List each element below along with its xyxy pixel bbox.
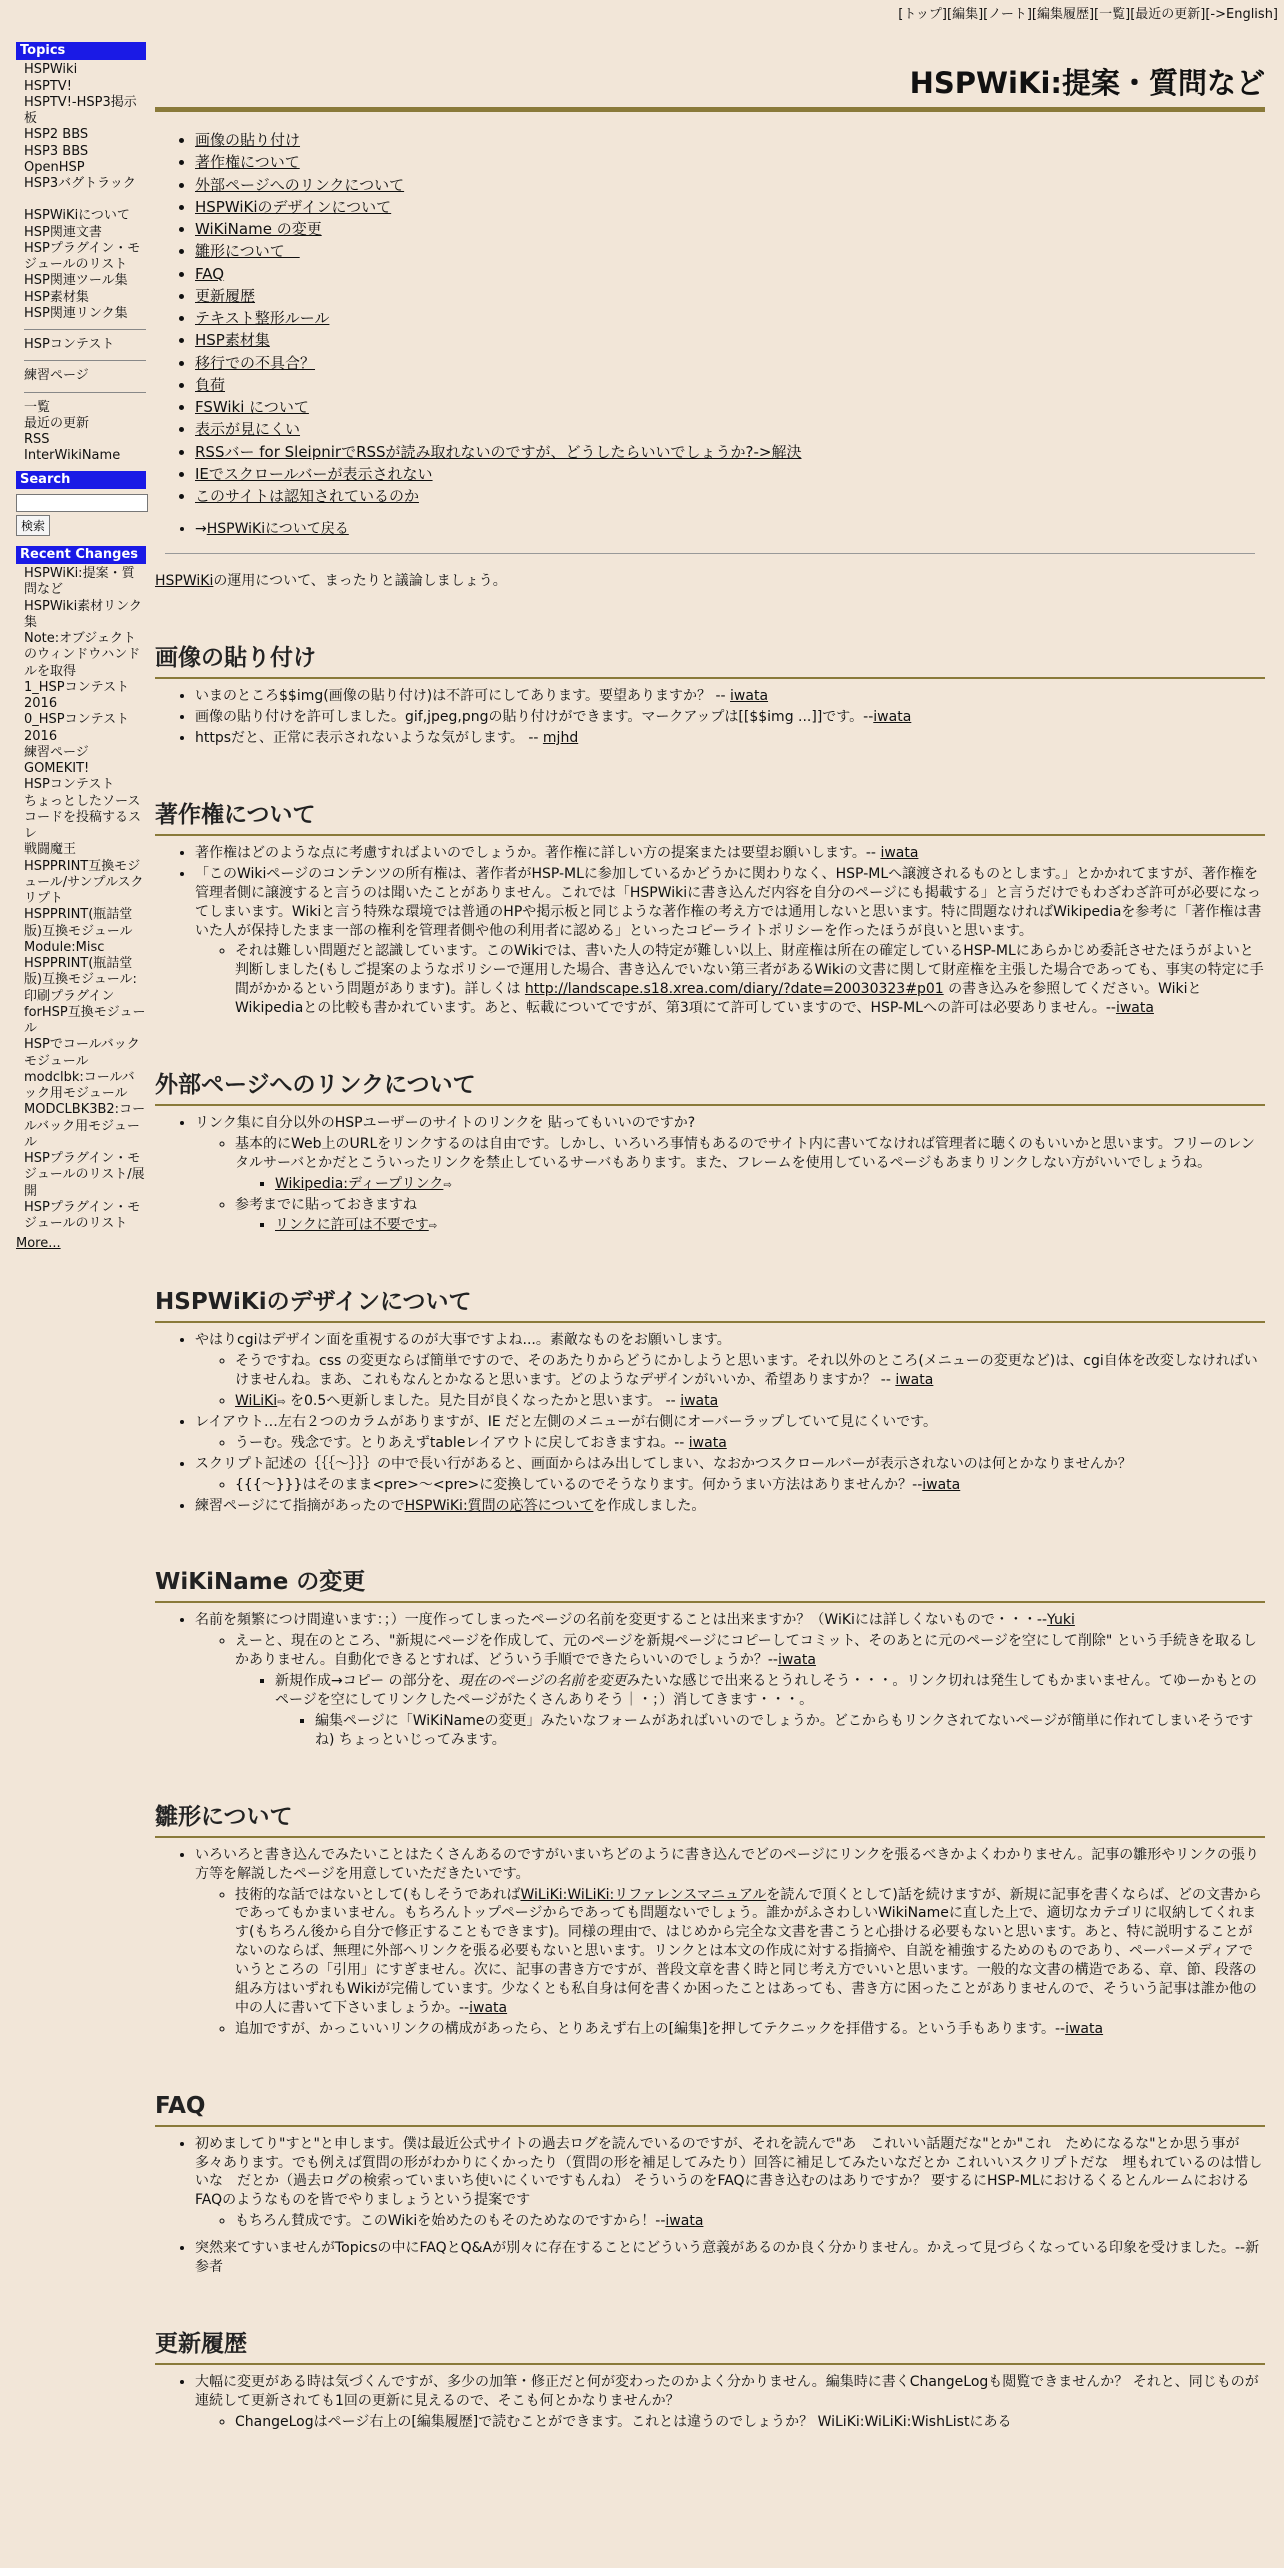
reply-item: ◦ 参考までに貼っておきますね ▪ リンクに許可は不要です⇨ <box>235 1196 1265 1236</box>
list-item <box>195 375 1265 395</box>
list-item <box>24 761 146 777</box>
list-item <box>195 197 1265 217</box>
list-item <box>24 712 146 745</box>
nav-link[interactable]: 練習ページ <box>24 744 89 760</box>
list-item <box>24 368 146 384</box>
wikipedia-link[interactable]: Wikipedia:ディープリンク <box>275 1175 444 1192</box>
nav-link[interactable]: HSPプラグイン・モジュールのリスト <box>24 240 141 272</box>
nav-link[interactable]: 1_HSPコンテスト2016 <box>24 679 130 711</box>
user-link[interactable]: iwata <box>730 688 769 705</box>
list-item <box>24 290 146 306</box>
sidebar-divider <box>24 392 146 393</box>
nav-link[interactable]: 最近の更新 <box>24 415 90 431</box>
table-of-contents <box>155 130 1265 506</box>
nav-link[interactable]: WiKiName の変更 <box>195 220 322 239</box>
nav-link[interactable]: 更新履歴 <box>195 286 256 305</box>
no-permission-link[interactable]: リンクに許可は不要です <box>275 1217 429 1234</box>
list-item <box>24 599 146 632</box>
section-heading: WiKiName の変更 <box>155 1567 1265 1603</box>
comment-item: • 練習ページにて指摘があったのでHSPWiKi:質問の応答についてを作成しました。 <box>195 1497 1265 1516</box>
external-link-icon: ⇨ <box>443 1179 452 1191</box>
list-item <box>195 442 1265 462</box>
back-item: • →HSPWiKiについて戻る <box>195 520 1265 539</box>
comment-item: • いまのところ$$img(画像の貼り付け)は不許可にしてあります。要望ありますか？ -- iwata <box>195 687 1265 706</box>
comment-item: • 「このWikiページのコンテンツの所有権は、著作者がHSP-MLに参加しているかどうかに関わりなく、HSP-MLへ譲渡されるものとします。」とかかれてますが、著作権を管理者側に譲渡すると言うのは聞いたことがありません。これでは「HSPWikiに書き込んだ内容を自分のページにも掲載する」と言うだけでもわざわざ許可が必要になってしまいます。Wikiと言う特殊な環境では普通のHPや掲示板と同じような著作権の考え方では通用しないと思います。特に問題なければWikipediaを参考に「著作権は書いた人が保持したまま一部の権利を管理者側や他の利用者に認める」といったコピーライトポリシーを作ったほうが良いと思います。 ◦ それは難しい問題だと認識しています。このWikiでは、書いた人の特定が難しい以上、財産権は所在の確定しているHSP-MLにあらかじめ委託させたほうがよいと判断しました(もしご提案のようなポリシーで運用した場合、書き込んでいない第三者があるWikiの文書に関して財産権を主張した場合であっても、事実の特定に手間がかかるという問題があります)。詳しくは http://landscape.s18.xrea.com/diary/?date=20030323#p01 の書き込みを参照してください。WikiとWikipediaとの比較も書かれています。あと、転載についてですが、第3項にて許可していますので、HSP-MLへの許可は必要ありません。--iwata <box>195 865 1265 1018</box>
comment-item: • 名前を頻繁につけ間違います：；）一度作ってしまったページの名前を変更することは出来ますか？（WiKiには詳しくないもので・・・--Yuki ◦ えーと、現在のところ、"新規にページを作成して、元のページを新規ページにコピーしてコミット、そのあとに元のページを空にして削除" という手続きを取るしかありません。自動化できるとすれば、どういう手順でできたらいいのでしょうか？--iwata ▪ 新規作成→コピー の部分を、現在のページの名前を変更みたいな感じで出来るとうれしそう・・・。リンク切れは発生してもかまいません。てゆーかもとのページを空にしてリンクしたページがたくさんありそう｜・；）消してきます・・・。 ▪ 編集ページに「WiKiNameの変更」みたいなフォームがあればいいのでしょうか。どこからもリンクされてないページが簡単に作れてしまいそうですね) ちょっといじってみます。 <box>195 1611 1265 1749</box>
nav-link[interactable]: IEでスクロールバーが表示されない <box>195 464 433 483</box>
list-item <box>195 486 1265 506</box>
nav-link[interactable]: HSPPRINT互換モジュール/サンプルスクリプト <box>24 858 144 906</box>
nav-link[interactable]: OpenHSP <box>24 159 85 175</box>
section-image <box>155 643 1265 748</box>
nav-link[interactable]: HSPPRINT(瓶詰堂版)互換モジュール:印刷プラグインforHSP互換モジュール <box>24 956 146 1036</box>
comment-item: • httpsだと、正常に表示されないような気がします。 -- mjhd <box>195 729 1265 748</box>
list-item <box>24 745 146 761</box>
nav-link[interactable]: 画像の貼り付け <box>195 131 301 150</box>
section-heading: 更新履歴 <box>155 2329 1265 2365</box>
section-heading: FAQ <box>155 2091 1265 2127</box>
nav-link[interactable]: HSP素材集 <box>24 289 89 305</box>
page-title: HSPWiKi:提案・質問など <box>155 64 1265 112</box>
nav-link[interactable]: HSPWiki <box>24 62 78 78</box>
list-item <box>195 464 1265 484</box>
list-item <box>195 419 1265 439</box>
recent-changes-list <box>16 566 146 1232</box>
topics-list-4 <box>16 368 146 384</box>
nav-link[interactable]: HSP関連文書 <box>24 224 102 240</box>
intro-paragraph: HSPWiKiの運用について、まったりと議論しましょう。 <box>155 573 507 590</box>
list-item <box>195 286 1265 306</box>
nav-link[interactable]: 負荷 <box>195 375 226 394</box>
qa-page-link[interactable]: HSPWiKi:質問の応答について <box>404 1497 594 1514</box>
list-item <box>24 794 146 843</box>
list-item <box>24 337 146 353</box>
section-copyright <box>155 800 1265 1018</box>
reply-item: ◦ それは難しい問題だと認識しています。このWikiでは、書いた人の特定が難しい以上、財産権は所在の確定しているHSP-MLにあらかじめ委託させたほうがよいと判断しました(もしご提案のようなポリシーで運用した場合、書き込んでいない第三者があるWikiの文書に関して財産権を主張した場合であっても、事実の特定に手間がかかるという問題があります)。詳しくは http://landscape.s18.xrea.com/diary/?date=20030323#p01 の書き込みを参照してください。WikiとWikipediaとの比較も書かれています。あと、転載についてですが、第3項にて許可していますので、HSP-MLへの許可は必要ありません。--iwata <box>235 942 1265 1018</box>
list-item <box>24 160 146 176</box>
search-button[interactable]: 検索 <box>16 515 50 536</box>
reply-item: ◦ 技術的な話ではないとして(もしそうであればWiLiKi:WiLiKi:リファレンスマニュアルを読んで頂くとして)話を続けますが、新規に記事を書くならば、どの文書からであってもかまいません。もちろんトップページからであっても問題ないでしょう。誰かがふさわしいWikiNameに直した上で、適切なカテゴリに収納してくれます(もちろん後から自分で修正することもできます)。同様の理由で、はじめから完全な文書を書こうと心掛ける必要もないと思います。あと、特に説明することがないのならば、無理に外部へリンクを張る必要もないと思います。リンクとは本文の作成に対する指摘や、自説を補強するためのものであり、ペーパーメディアでいうところの「引用」にすぎません。次に、記事の書き方ですが、普段文章を書く時と同じ考え方でいいと思います。一般的な文書の構造である、章、節、段落の組み方はいずれもWikiが完備しています。少なくとも私自身は何を書くか困ったことはあっても、書き方に困ったことがありませんので、そういう記事は誰か他の中の人に書いて下さいましょうか。--iwata <box>235 1886 1265 2018</box>
nav-link[interactable]: 一覧 <box>24 399 51 415</box>
comment-item: • 大幅に変更がある時は気づくんですが、多少の加筆・修正だと何が変わったのかよく分かりません。編集時に書くChangeLogも閲覧できませんか？ それと、同じものが連続して更新されても1回の更新に見えるので、そこも何とかなりませんか？ ◦ ChangeLogはページ右上の[編集履歴]で読むことができます。これとは違うのでしょうか？ WiLiKi:WiLiKi:WishListにある <box>195 2373 1265 2432</box>
nav-link[interactable]: テキスト整形ルール <box>195 309 330 328</box>
reply-item: ▪ 編集ページに「WiKiNameの変更」みたいなフォームがあればいいのでしょうか。どこからもリンクされてないページが簡単に作れてしまいそうですね) ちょっといじってみます。 <box>315 1712 1265 1750</box>
user-link[interactable]: iwata <box>873 709 912 726</box>
nav-link[interactable]: HSP関連ツール集 <box>24 273 128 289</box>
comment-item: • 著作権はどのような点に考慮すればよいのでしょうか。著作権に詳しい方の提案または要望お願いします。-- iwata <box>195 844 1265 863</box>
more-link[interactable]: More... <box>16 1236 61 1252</box>
list-item <box>195 264 1265 284</box>
list-item <box>24 127 146 143</box>
toc-divider <box>165 553 1255 554</box>
topics-list-5 <box>16 400 146 465</box>
list-item <box>195 219 1265 239</box>
nav-link[interactable]: HSP3 BBS <box>24 143 89 159</box>
reply-item: ◦ ChangeLogはページ右上の[編集履歴]で読むことができます。これとは違うのでしょうか？ WiLiKi:WiLiKi:WishListにある <box>235 2413 1265 2432</box>
sidebar-divider <box>24 360 146 361</box>
user-link[interactable]: iwata <box>777 1652 816 1669</box>
nav-link[interactable]: HSPプラグイン・モジュールのリスト/展開 <box>24 1151 145 1199</box>
nav-link[interactable]: HSP2 BBS <box>24 127 89 143</box>
external-link-icon: ⇨ <box>277 1397 286 1409</box>
nav-link[interactable]: HSPWiKiについて <box>24 208 130 224</box>
nav-link[interactable]: HSPPRINT(瓶詰堂版)互換モジュール <box>24 907 133 939</box>
nav-link[interactable]: HSPコンテスト <box>24 777 115 793</box>
manual-link[interactable]: WiLiKi:WiLiKi:リファレンスマニュアル <box>520 1886 767 1903</box>
section-heading: 著作権について <box>155 800 1265 836</box>
diary-link[interactable]: http://landscape.s18.xrea.com/diary/?date=20030323#p01 <box>524 981 944 998</box>
list-item <box>24 416 146 432</box>
user-link[interactable]: iwata <box>1065 2020 1104 2037</box>
nav-link[interactable]: 表示が見にくい <box>195 420 301 439</box>
user-link[interactable]: iwata <box>680 1393 719 1410</box>
nav-link[interactable]: 0_HSPコンテスト2016 <box>24 712 130 744</box>
user-link[interactable]: iwata <box>880 844 919 861</box>
nav-link[interactable]: FSWiki について <box>195 398 309 417</box>
nav-link[interactable]: MODCLBK3B2:コールバック用モジュール <box>24 1102 146 1150</box>
search-heading: Search <box>16 471 146 489</box>
nav-link[interactable]: Note:オブジェクトのウィンドウハンドルを取得 <box>24 631 141 679</box>
sidebar <box>16 40 146 1253</box>
search-input[interactable] <box>16 494 148 512</box>
nav-link[interactable]: 練習ページ <box>24 368 89 384</box>
list-item <box>24 1151 146 1200</box>
list-item <box>24 859 146 908</box>
back-link[interactable]: HSPWiKiについて戻る <box>206 521 349 538</box>
user-link[interactable]: iwata <box>895 1372 934 1389</box>
user-link[interactable]: iwata <box>1115 1000 1154 1017</box>
user-link[interactable]: iwata <box>665 2213 704 2230</box>
nav-link[interactable]: HSPプラグイン・モジュールのリスト <box>24 1199 141 1231</box>
list-item <box>24 400 146 416</box>
reply-item: ◦ そうですね。css の変更ならば簡単ですので、そのあたりからどうにかしようと思います。それ以外のところ(メニューの変更など)は、cgi自体を改変しなければいけませんね。まあ、これもなんとかなると思います。どのようなデザインがいいか、希望ありますか？ -- iwata <box>235 1352 1265 1390</box>
list-item <box>24 225 146 241</box>
nav-link[interactable]: 外部ページへのリンクについて <box>195 175 405 194</box>
section-heading: 画像の貼り付け <box>155 643 1265 679</box>
list-item <box>24 940 146 956</box>
section-heading: 外部ページへのリンクについて <box>155 1070 1265 1106</box>
list-item <box>24 631 146 680</box>
list-item <box>195 308 1265 328</box>
nav-link[interactable]: HSPWiKi:提案・質問など <box>24 566 135 598</box>
list-item <box>195 130 1265 150</box>
comment-item: • 初めましてり"すと"と申します。僕は最近公式サイトの過去ログを読んでいるのですが、それを読んで"あ これいい話題だな"とか"これ ためになるな"とか思う事が多々あります。でも例えば質問の形がわかりにくかったり（質問の形を補足してみたり）回答に補足してみたいなだとか これいいスクリプトだな 埋もれているのは惜しいな だとか（過去ログの検索っていまいち使いにくいですもんね） そういうのをFAQに書き込むのはありですか？ 要するにHSP-MLにおけるくるとんルームにおけるFAQのようなものを皆でやりましょうという提案です ◦ もちろん賛成です。このWikiを始めたのもそのためなのですから！--iwata <box>195 2135 1265 2231</box>
list-item <box>195 353 1265 373</box>
list-item <box>24 176 146 192</box>
list-item <box>24 907 146 940</box>
reply-item <box>275 1216 1265 1235</box>
list-item <box>24 273 146 289</box>
section-template <box>155 1802 1265 2039</box>
nav-link[interactable]: このサイトは認知されているのか <box>195 487 419 506</box>
sidebar-divider <box>24 329 146 330</box>
list-item <box>195 397 1265 417</box>
nav-link[interactable]: HSPでコールバックモジュール <box>24 1037 140 1069</box>
comment-item: • 画像の貼り付けを許可しました。gif,jpeg,pngの貼り付けができます。マークアップは[[$$img ...]]です。--iwata <box>195 708 1265 727</box>
list-item <box>24 1200 146 1233</box>
nav-link[interactable]: modclbk:コールバック用モジュール <box>24 1069 135 1101</box>
nav-link[interactable]: 著作権について <box>195 153 300 172</box>
comment-item: • いろいろと書き込んでみたいことはたくさんあるのですがいまいちどのように書き込んでどのページにリンクを張るべきかよくわかりません。記事の雛形やリンクの張り方等を解説したページを用意していただきたいです。 ◦ 技術的な話ではないとして(もしそうであればWiLiKi:WiLiKi:リファレンスマニュアルを読んで頂くとして)話を続けますが、新規に記事を書くならば、どの文書からであってもかまいません。もちろんトップページからであっても問題ないでしょう。誰かがふさわしいWikiNameに直した上で、適切なカテゴリに収納してくれます(もちろん後から自分で修正することもできます)。同様の理由で、はじめから完全な文書を書こうと心掛ける必要もないと思います。あと、特に説明することがないのならば、無理に外部へリンクを張る必要もないと思います。リンクとは本文の作成に対する指摘や、自説を補強するためのものであり、ペーパーメディアでいうところの「引用」にすぎません。次に、記事の書き方ですが、普段文章を書く時と同じ考え方でいいと思います。一般的な文書の構造である、章、節、段落の組み方はいずれもWikiが完備しています。少なくとも私自身は何を書くか困ったことはあっても、書き方に困ったことがありませんので、そういう記事は誰か他の中の人に書いて下さいましょうか。--iwata ◦ 追加ですが、かっこいいリンクの構成があったら、とりあえず右上の[編集]を押してテクニックを拝借する。という手もあります。--iwata <box>195 1846 1265 2039</box>
nav-link[interactable]: HSPコンテスト <box>24 337 115 352</box>
user-link[interactable]: Yuki <box>1047 1612 1075 1629</box>
nav-link[interactable]: HSPWiKiのデザインについて <box>195 197 392 216</box>
section-heading: HSPWiKiのデザインについて <box>155 1287 1265 1323</box>
nav-link[interactable]: HSP3バグトラック <box>24 176 136 191</box>
user-link[interactable]: iwata <box>469 1999 508 2016</box>
nav-link[interactable]: HSPTV! <box>24 78 72 94</box>
nav-link[interactable]: HSP素材集 <box>195 331 270 350</box>
reply-item <box>275 1175 1265 1194</box>
list-item <box>24 62 146 78</box>
list-item <box>24 956 146 1037</box>
user-link[interactable]: iwata <box>922 1476 961 1493</box>
list-item <box>24 79 146 95</box>
list-item <box>24 1037 146 1070</box>
reply-item: ◦ うーむ。残念です。とりあえずtableレイアウトに戻しておきますね。-- iwata <box>235 1434 1265 1453</box>
topics-heading: Topics <box>16 42 146 60</box>
list-item <box>24 448 146 464</box>
list-item <box>24 566 146 599</box>
list-item <box>24 306 146 322</box>
wiliki-link[interactable]: WiLiKi <box>235 1393 278 1410</box>
main-content <box>155 36 1265 2440</box>
list-item <box>24 1102 146 1151</box>
reply-item: ◦ WiLiKi⇨ を0.5へ更新しました。見た目が良くなったかと思います。 -- iwata <box>235 1392 1265 1411</box>
nav-link[interactable]: HSPWiki素材リンク集 <box>24 598 142 630</box>
topics-list-2 <box>16 208 146 322</box>
reply-item: ◦ 追加ですが、かっこいいリンクの構成があったら、とりあえず右上の[編集]を押してテクニックを拝借する。という手もあります。--iwata <box>235 2020 1265 2039</box>
comment-item: • スクリプト記述の｛｛｛〜｝｝｝の中で長い行があると、画面からはみ出してしまい、なおかつスクロールバーが表示されないのは何とかなりませんか？ ◦ {{{〜}}}はそのまま<pre>〜<pre>に変換しているのでそうなります。何かうまい方法はありませんか？--iwata <box>195 1455 1265 1495</box>
list-item <box>24 777 146 793</box>
list-item <box>24 432 146 448</box>
reply-item: ◦ 基本的にWeb上のURLをリンクするのは自由です。しかし、いろいろ事情もあるのでサイト内に書いてなければ管理者に聴くのもいいかと思います。フリーのレンタルサーバとかだとこういったリンクを禁止しているサーバもあります。また、フレームを使用しているページもあまりリンクしない方がいいでしょうね。 ▪ Wikipedia:ディープリンク⇨ <box>235 1135 1265 1194</box>
nav-link[interactable]: RSSバー for SleipnirでRSSが読み取れないのですが、どうしたらいいでしょうか?->解決 <box>195 442 802 461</box>
list-item <box>195 241 1265 261</box>
nav-link[interactable]: FAQ <box>195 264 225 283</box>
topics-list-3 <box>16 337 146 353</box>
reply-item: ◦ もちろん賛成です。このWikiを始めたのもそのためなのですから！--iwata <box>235 2212 1265 2231</box>
list-item <box>24 1070 146 1103</box>
list-item <box>24 144 146 160</box>
nav-link[interactable]: HSP関連リンク集 <box>24 305 128 321</box>
nav-link[interactable]: RSS <box>24 432 50 447</box>
external-link-icon: ⇨ <box>428 1221 438 1233</box>
comment-item: • やはりcgiはデザイン面を重視するのが大事ですよね...。素敵なものをお願いします。 ◦ そうですね。css の変更ならば簡単ですので、そのあたりからどうにかしようと思います。それ以外のところ(メニューの変更など)は、cgi自体を改変しなければいけませんね。まあ、これもなんとかなると思います。どのようなデザインがいいか、希望ありますか？ -- iwata ◦ WiLiKi⇨ を0.5へ更新しました。見た目が良くなったかと思います。 -- iwata <box>195 1331 1265 1411</box>
section-history <box>155 2329 1265 2432</box>
list-item <box>195 152 1265 172</box>
nav-link[interactable]: Module:Misc <box>24 939 105 955</box>
topics-list-1 <box>16 62 146 192</box>
nav-link[interactable]: InterWikiName <box>24 448 121 464</box>
reply-item: ◦ えーと、現在のところ、"新規にページを作成して、元のページを新規ページにコピーしてコミット、そのあとに元のページを空にして削除" という手続きを取るしかありません。自動化できるとすれば、どういう手順でできたらいいのでしょうか？--iwata ▪ 新規作成→コピー の部分を、現在のページの名前を変更みたいな感じで出来るとうれしそう・・・。リンク切れは発生してもかまいません。てゆーかもとのページを空にしてリンクしたページがたくさんありそう｜・；）消してきます・・・。 ▪ 編集ページに「WiKiNameの変更」みたいなフォームがあればいいのでしょうか。どこからもリンクされてないページが簡単に作れてしまいそうですね) ちょっといじってみます。 <box>235 1632 1265 1749</box>
nav-link[interactable]: GOMEKIT! <box>24 761 90 776</box>
section-design <box>155 1287 1265 1515</box>
user-link[interactable]: iwata <box>688 1434 727 1451</box>
list-item <box>24 208 146 224</box>
reply-item: ▪ 新規作成→コピー の部分を、現在のページの名前を変更みたいな感じで出来るとうれしそう・・・。リンク切れは発生してもかまいません。てゆーかもとのページを空にしてリンクしたページがたくさんありそう｜・；）消してきます・・・。 ▪ 編集ページに「WiKiNameの変更」みたいなフォームがあればいいのでしょうか。どこからもリンクされてないページが簡単に作れてしまいそうですね) ちょっといじってみます。 <box>275 1672 1265 1750</box>
recent-changes-heading: Recent Changes <box>16 546 146 564</box>
nav-link[interactable]: 雛形について <box>195 242 300 261</box>
user-link[interactable]: mjhd <box>542 730 579 746</box>
list-item <box>24 95 146 128</box>
nav-link[interactable]: 戦闘魔王 <box>24 842 77 858</box>
list-item <box>195 175 1265 195</box>
list-item <box>24 241 146 274</box>
section-faq <box>155 2091 1265 2277</box>
list-item <box>195 330 1265 350</box>
list-item <box>24 842 146 858</box>
comment-item: • 突然来てすいませんがTopicsの中にFAQとQ&Aが別々に存在することにどういう意義があるのか良く分かりません。かえって見づらくなっている印象を受けました。--新参者 <box>195 2239 1265 2277</box>
intro-link[interactable]: HSPWiKi <box>155 573 214 590</box>
nav-link[interactable]: ちょっとしたソースコードを投稿するスレ <box>24 793 142 841</box>
top-navigation[interactable]: [トップ][編集][ノート][編集履歴][一覧][最近の更新][->English] <box>898 7 1278 22</box>
section-wikiname <box>155 1567 1265 1749</box>
section-external-links <box>155 1070 1265 1235</box>
section-heading: 雛形について <box>155 1802 1265 1838</box>
comment-item: • レイアウト…左右２つのカラムがありますが、IE だと左側のメニューが右側にオーバーラップしていて見にくいです。 ◦ うーむ。残念です。とりあえずtableレイアウトに戻しておきますね。-- iwata <box>195 1413 1265 1453</box>
list-item <box>24 680 146 713</box>
nav-link[interactable]: HSPTV!-HSP3掲示板 <box>24 94 137 126</box>
comment-item: • リンク集に自分以外のHSPユーザーのサイトのリンクを 貼ってもいいのですか? ◦ 基本的にWeb上のURLをリンクするのは自由です。しかし、いろいろ事情もあるのでサイト内に書いてなければ管理者に聴くのもいいかと思います。フリーのレンタルサーバとかだとこういったリンクを禁止しているサーバもあります。また、フレームを使用しているページもあまりリンクしない方がいいでしょうね。 ▪ Wikipedia:ディープリンク⇨ ◦ 参考までに貼っておきますね ▪ リンクに許可は不要です⇨ <box>195 1114 1265 1235</box>
nav-link[interactable]: 移行での不具合？ <box>195 353 316 372</box>
reply-item: ◦ {{{〜}}}はそのまま<pre>〜<pre>に変換しているのでそうなります。何かうまい方法はありませんか？--iwata <box>235 1476 1265 1495</box>
